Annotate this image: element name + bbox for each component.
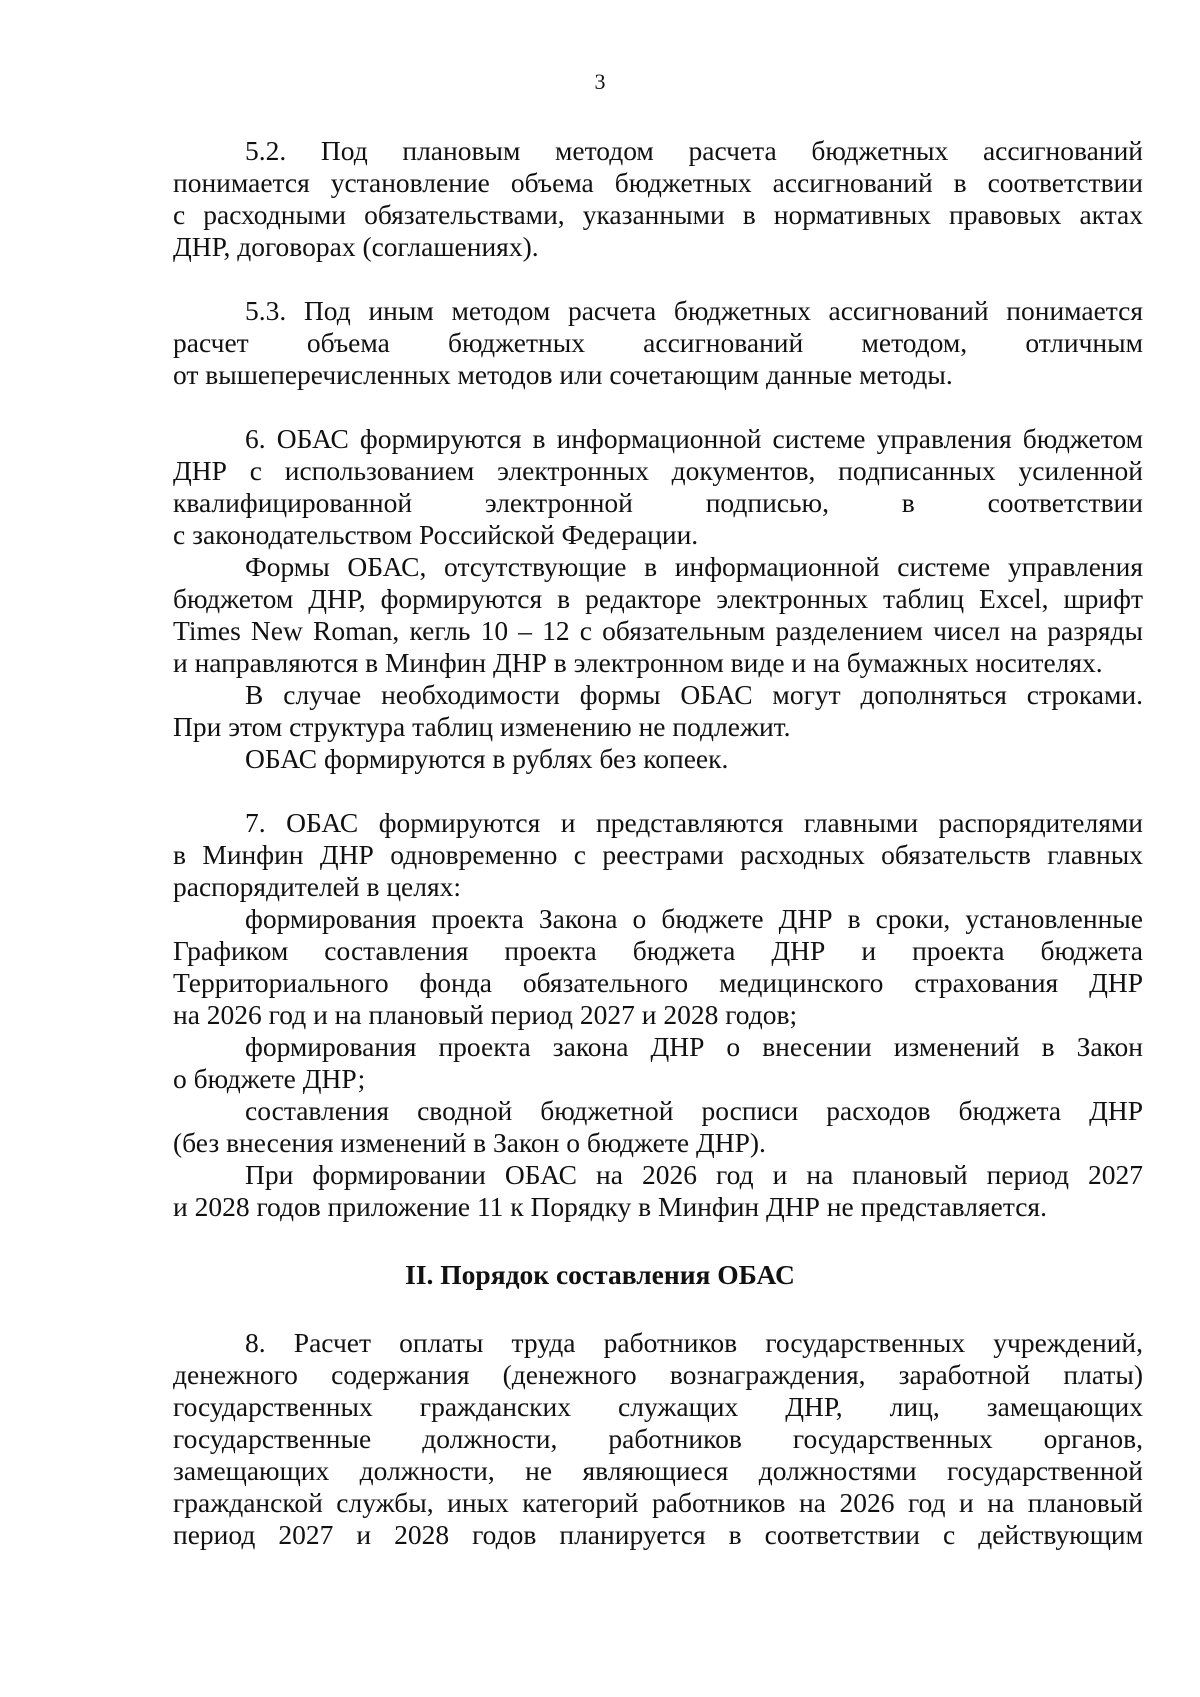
paragraph-7-item-3-line: составления сводной бюджетной росписи расходов бюджета ДНР	[245, 1095, 1143, 1126]
paragraph-5-3-line: расчет объема бюджетных ассигнований методом, отличным	[173, 327, 1143, 358]
paragraph-5-3-line: 5.3. Под иным методом расчета бюджетных ассигнований понимается	[245, 295, 1143, 326]
paragraph-7-item-1-line: Территориального фонда обязательного медицинского страхования ДНР	[173, 967, 1143, 998]
paragraph-6-forms-line: и направляются в Минфин ДНР в электронном виде и на бумажных носителях.	[173, 647, 1103, 678]
paragraph-7-note-line: При формировании ОБАС на 2026 год и на плановый период 2027	[245, 1159, 1143, 1190]
paragraph-6-line: квалифицированной электронной подписью, в соответствии	[173, 487, 1143, 518]
paragraph-8-line: 8. Расчет оплаты труда работников государственных учреждений,	[245, 1327, 1143, 1358]
paragraph-7-note-line: и 2028 годов приложение 11 к Порядку в Минфин ДНР не представляется.	[173, 1191, 1047, 1222]
paragraph-7-item-2-line: о бюджете ДНР;	[173, 1063, 366, 1094]
paragraph-6-forms-line: бюджетом ДНР, формируются в редакторе электронных таблиц Excel, шрифт	[173, 583, 1143, 614]
section-heading: II. Порядок составления ОБАС	[405, 1259, 795, 1290]
paragraph-7-line: в Минфин ДНР одновременно с реестрами расходных обязательств главных	[173, 839, 1143, 870]
paragraph-5-2-line: ДНР, договорах (соглашениях).	[173, 231, 539, 262]
paragraph-5-2-line: с расходными обязательствами, указанными в нормативных правовых актах	[173, 199, 1143, 230]
paragraph-8-line: замещающих должности, не являющиеся должностями государственной	[173, 1455, 1143, 1486]
paragraph-6-line: ДНР с использованием электронных документов, подписанных усиленной	[173, 455, 1143, 486]
paragraph-6-forms-line: Times New Roman, кегль 10 – 12 с обязательным разделением чисел на разряды	[173, 615, 1143, 646]
paragraph-5-3-line: от вышеперечисленных методов или сочетающим данные методы.	[173, 359, 953, 390]
paragraph-7-item-1-line: Графиком составления проекта бюджета ДНР и проекта бюджета	[173, 935, 1143, 966]
paragraph-5-2-line: понимается установление объема бюджетных ассигнований в соответствии	[173, 167, 1143, 198]
paragraph-7-item-2-line: формирования проекта закона ДНР о внесении изменений в Закон	[245, 1031, 1143, 1062]
paragraph-7-line: распорядителей в целях:	[173, 871, 462, 902]
page-number: 3	[594, 69, 606, 94]
paragraph-7-item-1-line: на 2026 год и на плановый период 2027 и 2028 годов;	[173, 999, 798, 1030]
paragraph-8-line: государственные должности, работников государственных органов,	[173, 1423, 1143, 1454]
paragraph-7-item-1-line: формирования проекта Закона о бюджете ДНР в сроки, установленные	[245, 903, 1143, 934]
paragraph-6-rows-line: В случае необходимости формы ОБАС могут дополняться строками.	[245, 679, 1143, 710]
paragraph-8-line: денежного содержания (денежного вознаграждения, заработной платы)	[173, 1359, 1143, 1390]
paragraph-6-rows-line: При этом структура таблиц изменению не подлежит.	[173, 711, 791, 742]
paragraph-6-forms-line: Формы ОБАС, отсутствующие в информационной системе управления	[245, 551, 1143, 582]
paragraph-8-line: гражданской службы, иных категорий работников на 2026 год и на плановый	[173, 1487, 1143, 1518]
paragraph-7-line: 7. ОБАС формируются и представляются главными распорядителями	[245, 807, 1143, 838]
paragraph-6-line: с законодательством Российской Федерации.	[173, 519, 699, 550]
paragraph-7-item-3-line: (без внесения изменений в Закон о бюджете ДНР).	[173, 1127, 766, 1158]
paragraph-8-line: государственных гражданских служащих ДНР, лиц, замещающих	[173, 1391, 1143, 1422]
paragraph-6-line: 6. ОБАС формируются в информационной системе управления бюджетом	[245, 423, 1143, 454]
paragraph-5-2-line: 5.2. Под плановым методом расчета бюджетных ассигнований	[245, 135, 1143, 166]
paragraph-6-rubles-line: ОБАС формируются в рублях без копеек.	[245, 743, 729, 774]
paragraph-8-line: период 2027 и 2028 годов планируется в соответствии с действующим	[173, 1519, 1143, 1550]
